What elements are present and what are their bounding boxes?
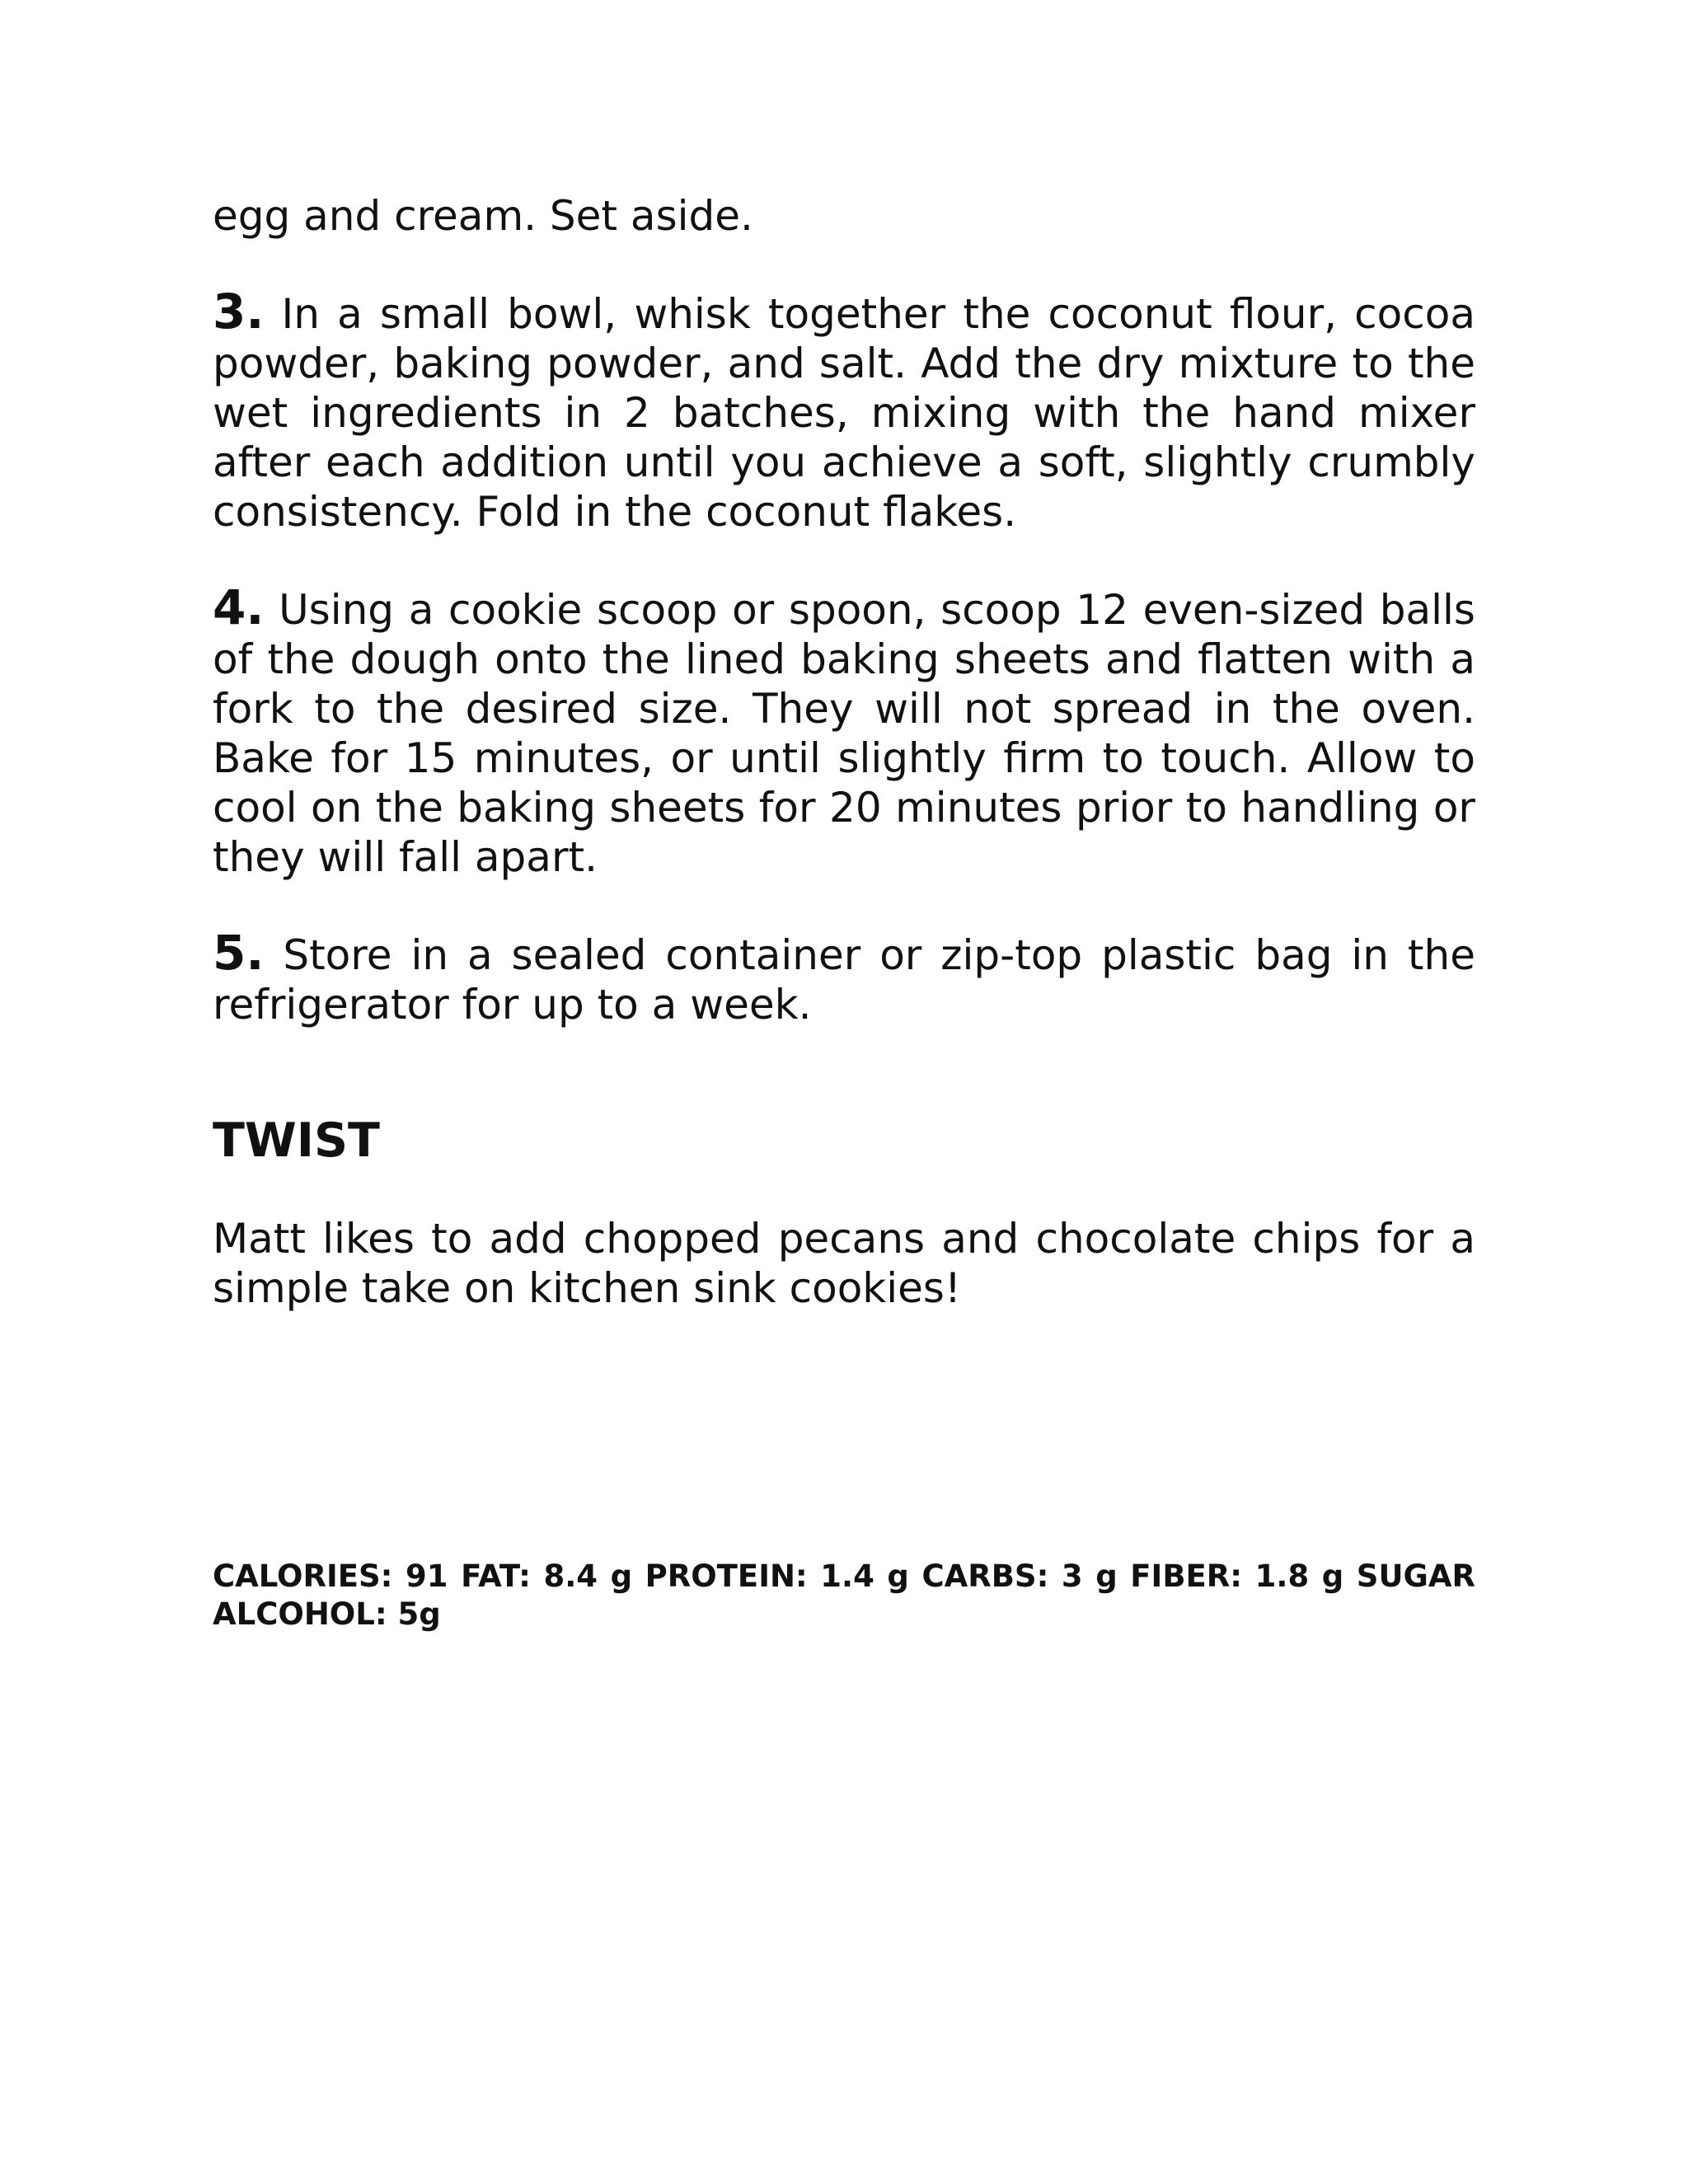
step-text: In a small bowl, whisk together the coconut flour, cocoa powder, baking powder, and salt. Add the dry mixture to the wet ingredients in 2 batches, mixing with the hand mixer after each addition until you achieve a soft, slightly crumbly consistency. Fold in the coconut flakes. xyxy=(213,290,1475,536)
step-number: 5. xyxy=(213,925,265,981)
intro-fragment: egg and cream. Set aside. xyxy=(213,192,753,240)
step-4 xyxy=(213,579,1475,882)
twist-text: Matt likes to add chopped pecans and chocolate chips for a simple take on kitchen sink cookies! xyxy=(213,1215,1475,1312)
nutrition-facts: CALORIES: 91 FAT: 8.4 g PROTEIN: 1.4 g CARBS: 3 g FIBER: 1.8 g SUGAR ALCOHOL: 5g xyxy=(213,1558,1475,1632)
twist-heading: TWIST xyxy=(213,1113,380,1168)
step-text: Using a cookie scoop or spoon, scoop 12 even-sized balls of the dough onto the lined baking sheets and flatten with a fork to the desired size. They will not spread in the oven. Bake for 15 minutes, or until slightly firm to touch. Allow to cool on the baking sheets for 20 minutes prior to handling or they will fall apart. xyxy=(213,586,1475,881)
step-3 xyxy=(213,284,1475,537)
step-number: 3. xyxy=(213,284,265,340)
step-number: 4. xyxy=(213,579,265,635)
step-5 xyxy=(213,925,1475,1029)
recipe-page xyxy=(213,191,1475,1313)
step-text: Store in a sealed container or zip-top plastic bag in the refrigerator for up to a week. xyxy=(213,931,1475,1029)
